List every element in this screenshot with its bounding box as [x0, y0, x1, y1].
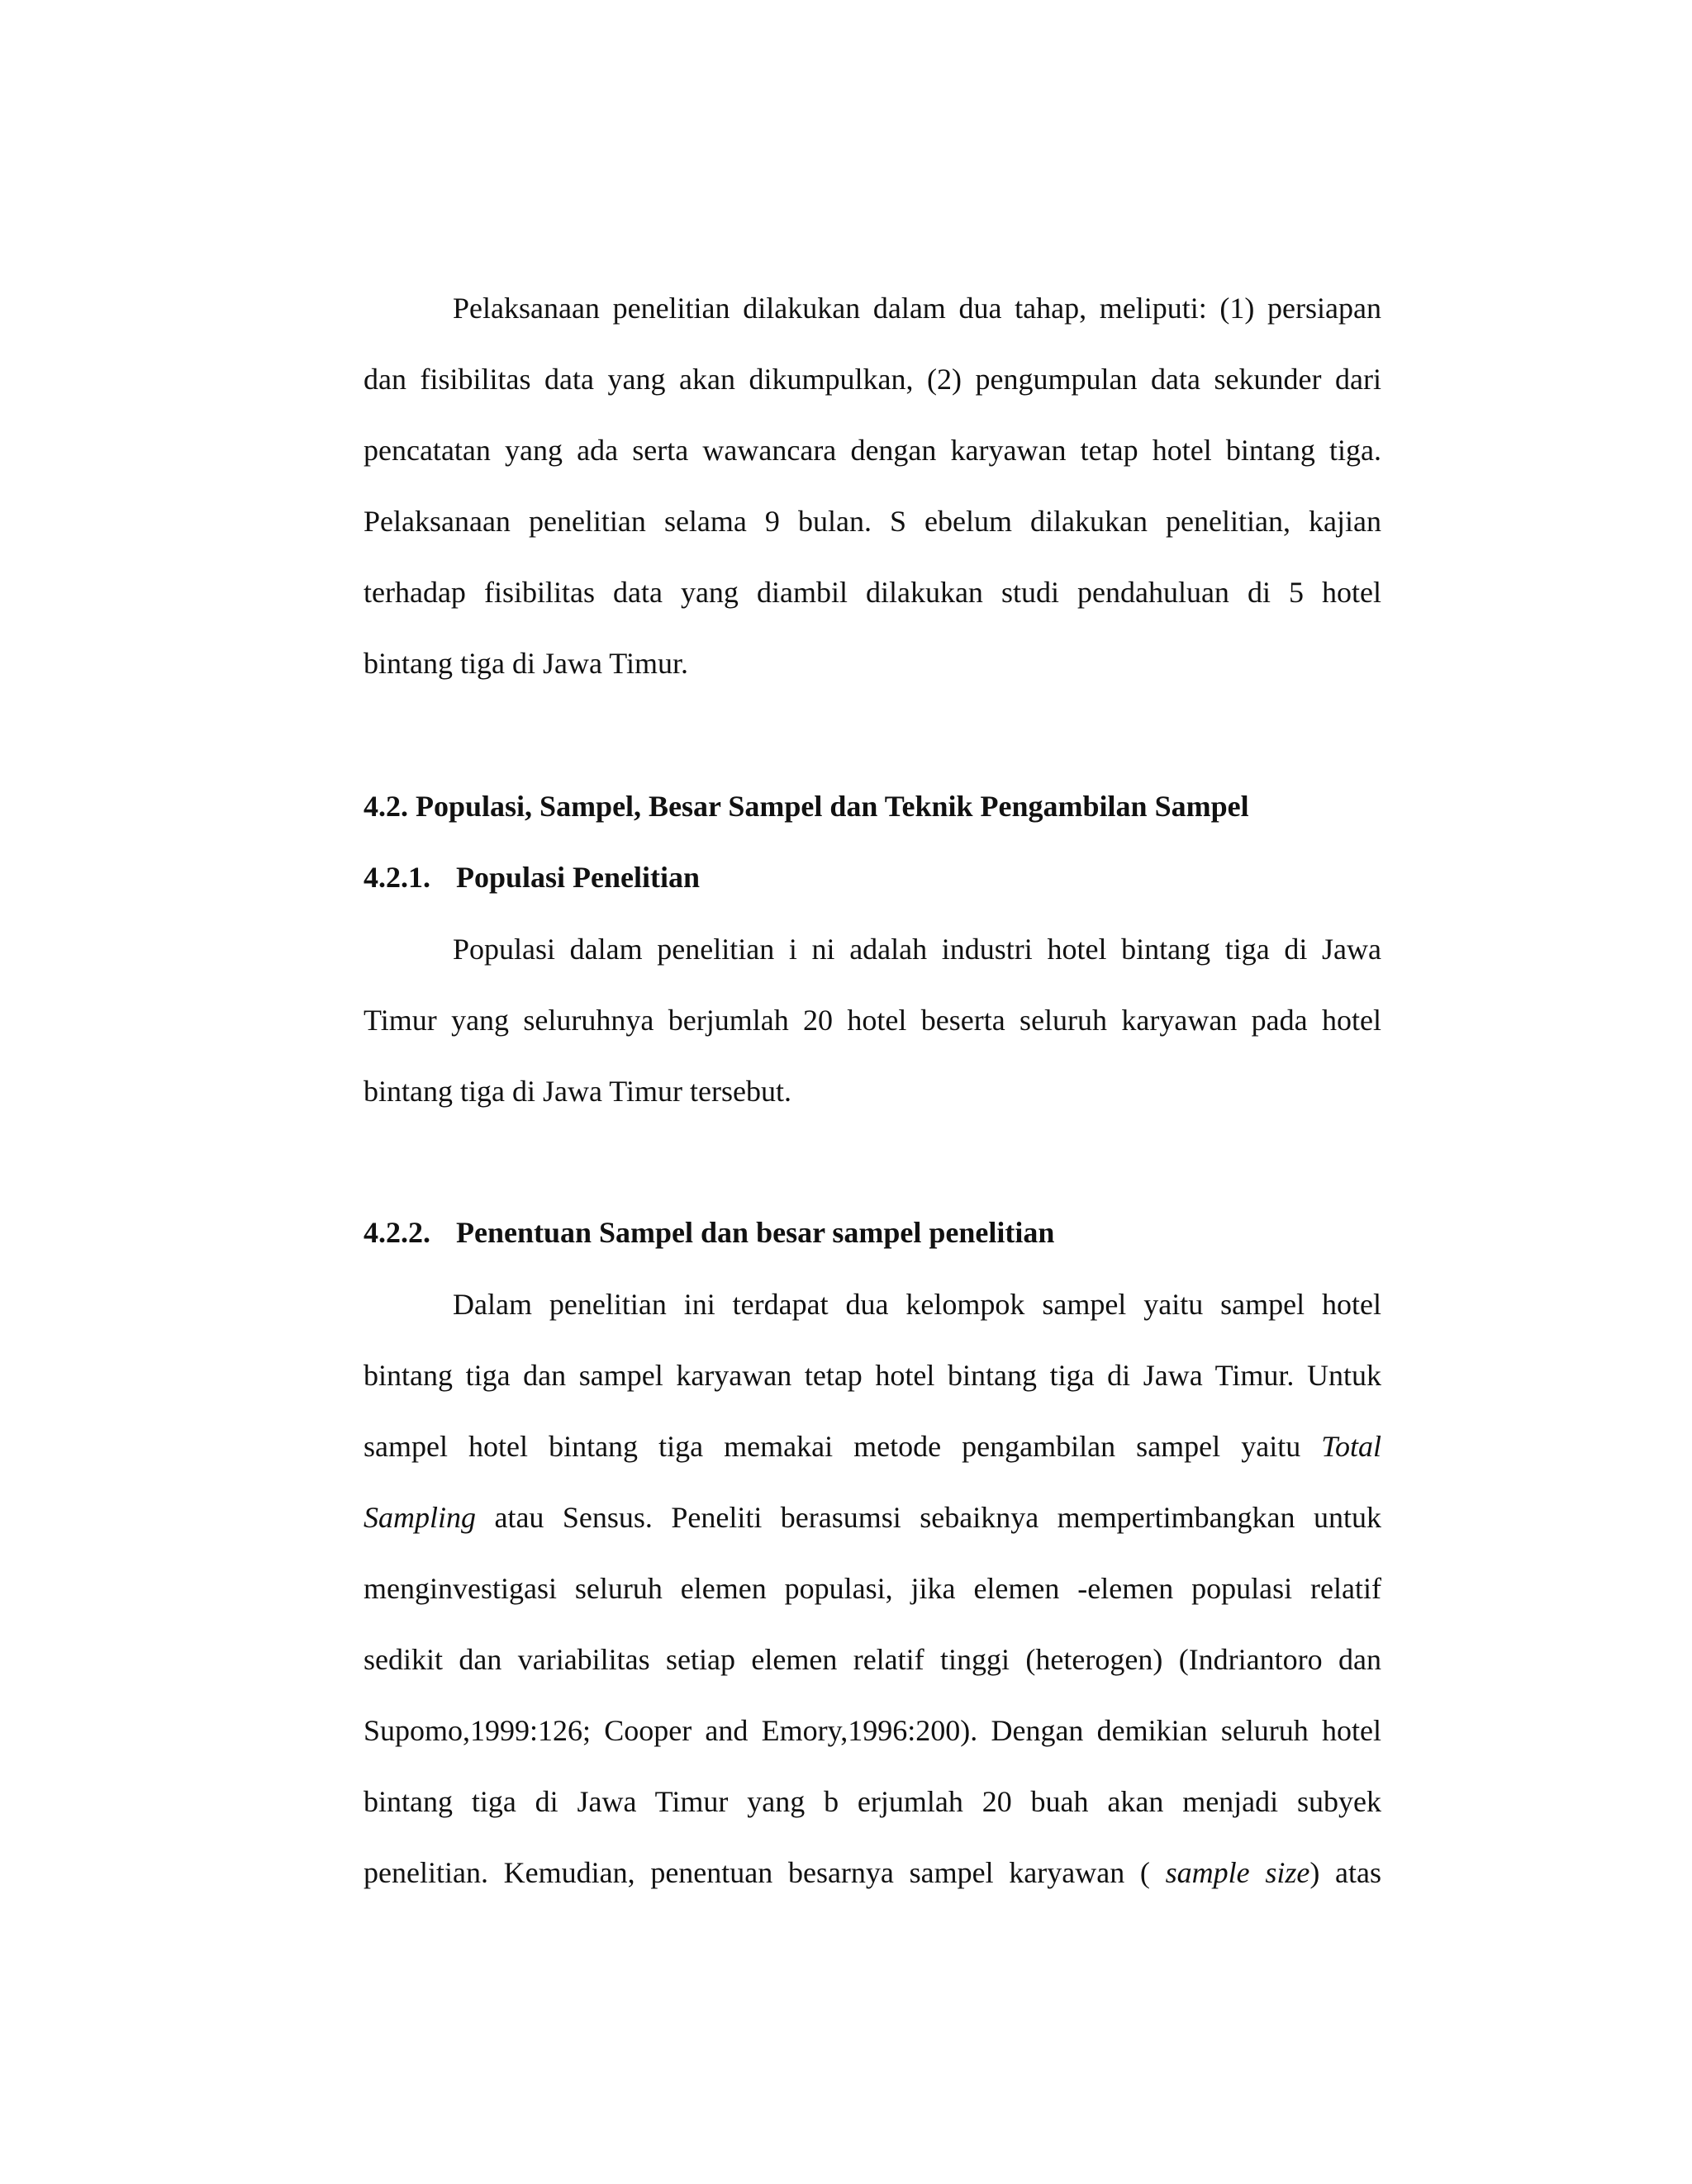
text-line: [364, 1482, 1381, 1553]
text-line: dan fisibilitas data yang akan dikumpulkan, (2) pengumpulan data sekunder dari: [364, 363, 1381, 396]
text-line: [364, 1411, 1381, 1482]
text-line: Timur yang seluruhnya berjumlah 20 hotel beserta seluruh karyawan pada hotel: [364, 1004, 1381, 1037]
text-line: terhadap fisibilitas data yang diambil dilakukan studi pendahuluan di 5 hotel: [364, 576, 1381, 609]
text-run: sampel hotel bintang tiga memakai metode pengambilan sampel yaitu: [364, 1430, 1322, 1463]
text-line: sedikit dan variabilitas setiap elemen relatif tinggi (heterogen) (Indriantoro dan: [364, 1643, 1381, 1676]
text-run: penelitian. Kemudian, penentuan besarnya sampel karyawan (: [364, 1856, 1166, 1889]
text-line: menginvestigasi seluruh elemen populasi, jika elemen -elemen populasi relatif: [364, 1572, 1381, 1605]
text-run: ) atas: [1309, 1856, 1381, 1889]
text-line: bintang tiga di Jawa Timur tersebut.: [364, 1075, 791, 1108]
text-line: Pelaksanaan penelitian dilakukan dalam dua tahap, meliputi: (1) persiapan: [453, 292, 1381, 325]
subsection-heading-4-2-1: [364, 859, 700, 895]
italic-term: Total: [1321, 1430, 1381, 1463]
italic-term: Sampling: [364, 1501, 477, 1534]
text-line: pencatatan yang ada serta wawancara dengan karyawan tetap hotel bintang tiga.: [364, 434, 1381, 467]
text-line: bintang tiga di Jawa Timur.: [364, 647, 689, 680]
section-title: Populasi Penelitian: [456, 861, 701, 894]
text-line: [364, 1837, 1381, 1908]
italic-term: sample size: [1165, 1856, 1310, 1889]
paragraph-penentuan-sampel: [364, 1269, 1381, 1908]
text-line: Populasi dalam penelitian i ni adalah industri hotel bintang tiga di Jawa: [453, 933, 1381, 966]
text-line: bintang tiga di Jawa Timur yang b erjumlah 20 buah akan menjadi subyek: [364, 1785, 1381, 1818]
paragraph-populasi: [364, 914, 1381, 1127]
section-title: Penentuan Sampel dan besar sampel penelitian: [456, 1216, 1055, 1249]
section-heading-4-2: 4.2. Populasi, Sampel, Besar Sampel dan Teknik Pengambilan Sampel: [364, 790, 1249, 823]
section-number: 4.2.1.: [364, 861, 430, 894]
text-line: Pelaksanaan penelitian selama 9 bulan. S ebelum dilakukan penelitian, kajian: [364, 505, 1381, 538]
text-run: atau Sensus. Peneliti berasumsi sebaiknya mempertimbangkan untuk: [476, 1501, 1381, 1534]
text-line: Dalam penelitian ini terdapat dua kelompok sampel yaitu sampel hotel: [453, 1288, 1381, 1321]
text-line: Supomo,1999:126; Cooper and Emory,1996:200). Dengan demikian seluruh hotel: [364, 1714, 1381, 1747]
paragraph-intro: [364, 273, 1381, 699]
subsection-heading-4-2-2: [364, 1214, 1054, 1251]
text-line: bintang tiga dan sampel karyawan tetap hotel bintang tiga di Jawa Timur. Untuk: [364, 1359, 1381, 1392]
section-number: 4.2.2.: [364, 1216, 430, 1249]
